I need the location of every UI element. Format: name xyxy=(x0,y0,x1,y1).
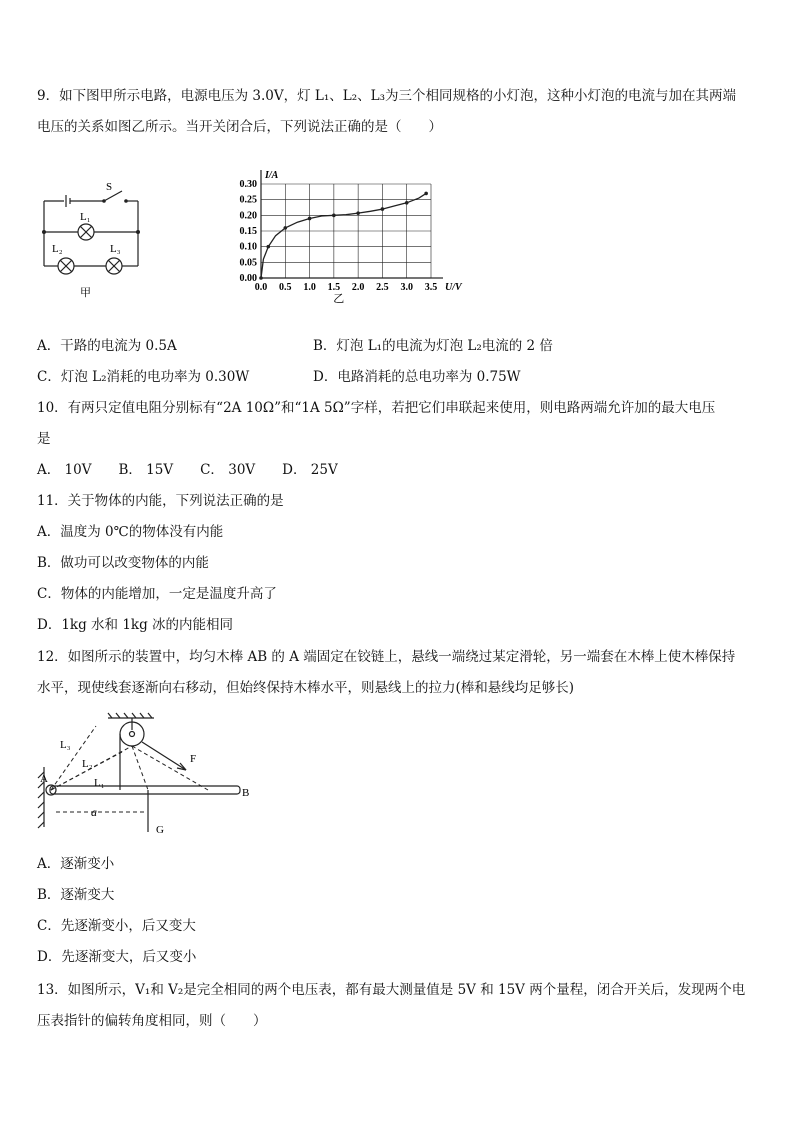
q12-option-b: B．逐渐变大 xyxy=(37,887,115,903)
data-point xyxy=(381,207,385,211)
q12-option-c: C．先逐渐变小，后又变大 xyxy=(37,918,196,934)
lamp-l2-label: L₂ xyxy=(52,243,63,255)
data-point xyxy=(283,226,287,230)
data-point xyxy=(259,276,263,280)
x-tick-label: 0.5 xyxy=(279,282,292,293)
x-tick-label: 2.5 xyxy=(376,282,389,293)
lever-pulley-diagram xyxy=(36,712,256,842)
data-point xyxy=(308,217,312,221)
weight-g-label: G xyxy=(156,824,164,836)
x-axis-label: U/V xyxy=(445,282,462,293)
l2-label: L₂ xyxy=(82,758,93,770)
q9-option-c: C．灯泡 L₂消耗的电功率为 0.30W xyxy=(37,369,250,385)
data-point xyxy=(266,245,270,249)
q11-option-c: C．物体的内能增加，一定是温度升高了 xyxy=(37,586,277,602)
q13-stem-line2: 压表指针的偏转角度相同，则（ ） xyxy=(37,1013,267,1029)
iu-graph xyxy=(225,152,462,307)
x-tick-label: 1.0 xyxy=(303,282,316,293)
lamp-l1-label: L₁ xyxy=(80,211,91,223)
point-b-label: B xyxy=(242,787,250,799)
y-axis-label: I/A xyxy=(265,170,279,181)
q12-stem-line1: 12．如图所示的装置中，均匀木棒 AB 的 A 端固定在铰链上，悬线一端绕过某定滑轮，另一端套在木棒上使木棒保持 xyxy=(37,649,736,665)
q11-stem: 11．关于物体的内能，下列说法正确的是 xyxy=(37,493,284,509)
q9-stem-line2: 电压的关系如图乙所示。当开关闭合后，下列说法正确的是（ ） xyxy=(37,119,442,135)
iu-curve xyxy=(261,193,426,278)
data-point xyxy=(424,192,428,196)
q12-option-a: A．逐渐变小 xyxy=(37,856,115,872)
data-point xyxy=(405,201,409,205)
q11-option-a: A．温度为 0℃的物体没有内能 xyxy=(37,524,224,540)
lamp-l3-label: L₃ xyxy=(110,243,121,255)
q11-option-b: B．做功可以改变物体的内能 xyxy=(37,555,209,571)
circuit-caption: 甲 xyxy=(80,287,91,299)
q10-stem-line2: 是 xyxy=(37,431,51,447)
data-point xyxy=(356,211,360,215)
q9-option-b: B．灯泡 L₁的电流为灯泡 L₂电流的 2 倍 xyxy=(313,338,553,354)
q13-stem-line1: 13．如图所示，V₁和 V₂是完全相同的两个电压表，都有最大测量值是 5V 和 15V 两个量程，闭合开关后，发现两个电 xyxy=(37,982,746,998)
data-point xyxy=(332,214,336,218)
y-tick-label: 0.25 xyxy=(239,194,257,206)
y-tick-label: 0.05 xyxy=(239,257,257,269)
x-tick-label: 3.5 xyxy=(424,282,438,293)
distance-a-label: a xyxy=(91,805,97,819)
y-tick-label: 0.30 xyxy=(239,179,257,190)
x-tick-label: 0.0 xyxy=(254,282,268,293)
force-f-label: F xyxy=(190,753,197,765)
q9-option-d: D．电路消耗的总电功率为 0.75W xyxy=(313,369,521,385)
y-tick-label: 0.00 xyxy=(239,273,257,284)
q11-option-d: D．1kg 水和 1kg 冰的内能相同 xyxy=(37,617,234,633)
l1-label: L₁ xyxy=(94,777,105,789)
q9-stem-line1: 9．如下图甲所示电路，电源电压为 3.0V，灯 L₁、L₂、L₃为三个相同规格的小灯泡，这种小灯泡的电流与加在其两端 xyxy=(37,88,737,104)
q10-stem-line1: 10．有两只定值电阻分别标有“2A 10Ω”和“1A 5Ω”字样，若把它们串联起来使用，则电路两端允许加的最大电压 xyxy=(37,400,716,416)
q12-stem-line2: 水平，现使线套逐渐向右移动，但始终保持木棒水平，则悬线上的拉力(棒和悬线均足够长) xyxy=(37,680,575,696)
q9-option-a: A．干路的电流为 0.5A xyxy=(37,338,177,354)
switch-label: S xyxy=(106,181,113,193)
x-tick-label: 3.0 xyxy=(400,282,413,293)
l3-label: L₃ xyxy=(60,739,71,751)
circuit-diagram xyxy=(36,176,146,301)
x-tick-label: 2.0 xyxy=(351,282,365,293)
y-tick-label: 0.10 xyxy=(239,241,257,253)
point-a-label: A xyxy=(40,773,48,785)
q10-options: A． 10V B． 15V C． 30V D． 25V xyxy=(37,462,338,478)
q12-option-d: D．先逐渐变大，后又变小 xyxy=(37,949,197,965)
x-tick-label: 1.5 xyxy=(327,282,341,293)
y-tick-label: 0.20 xyxy=(239,210,257,222)
y-tick-label: 0.15 xyxy=(239,226,257,237)
graph-caption: 乙 xyxy=(333,293,345,305)
